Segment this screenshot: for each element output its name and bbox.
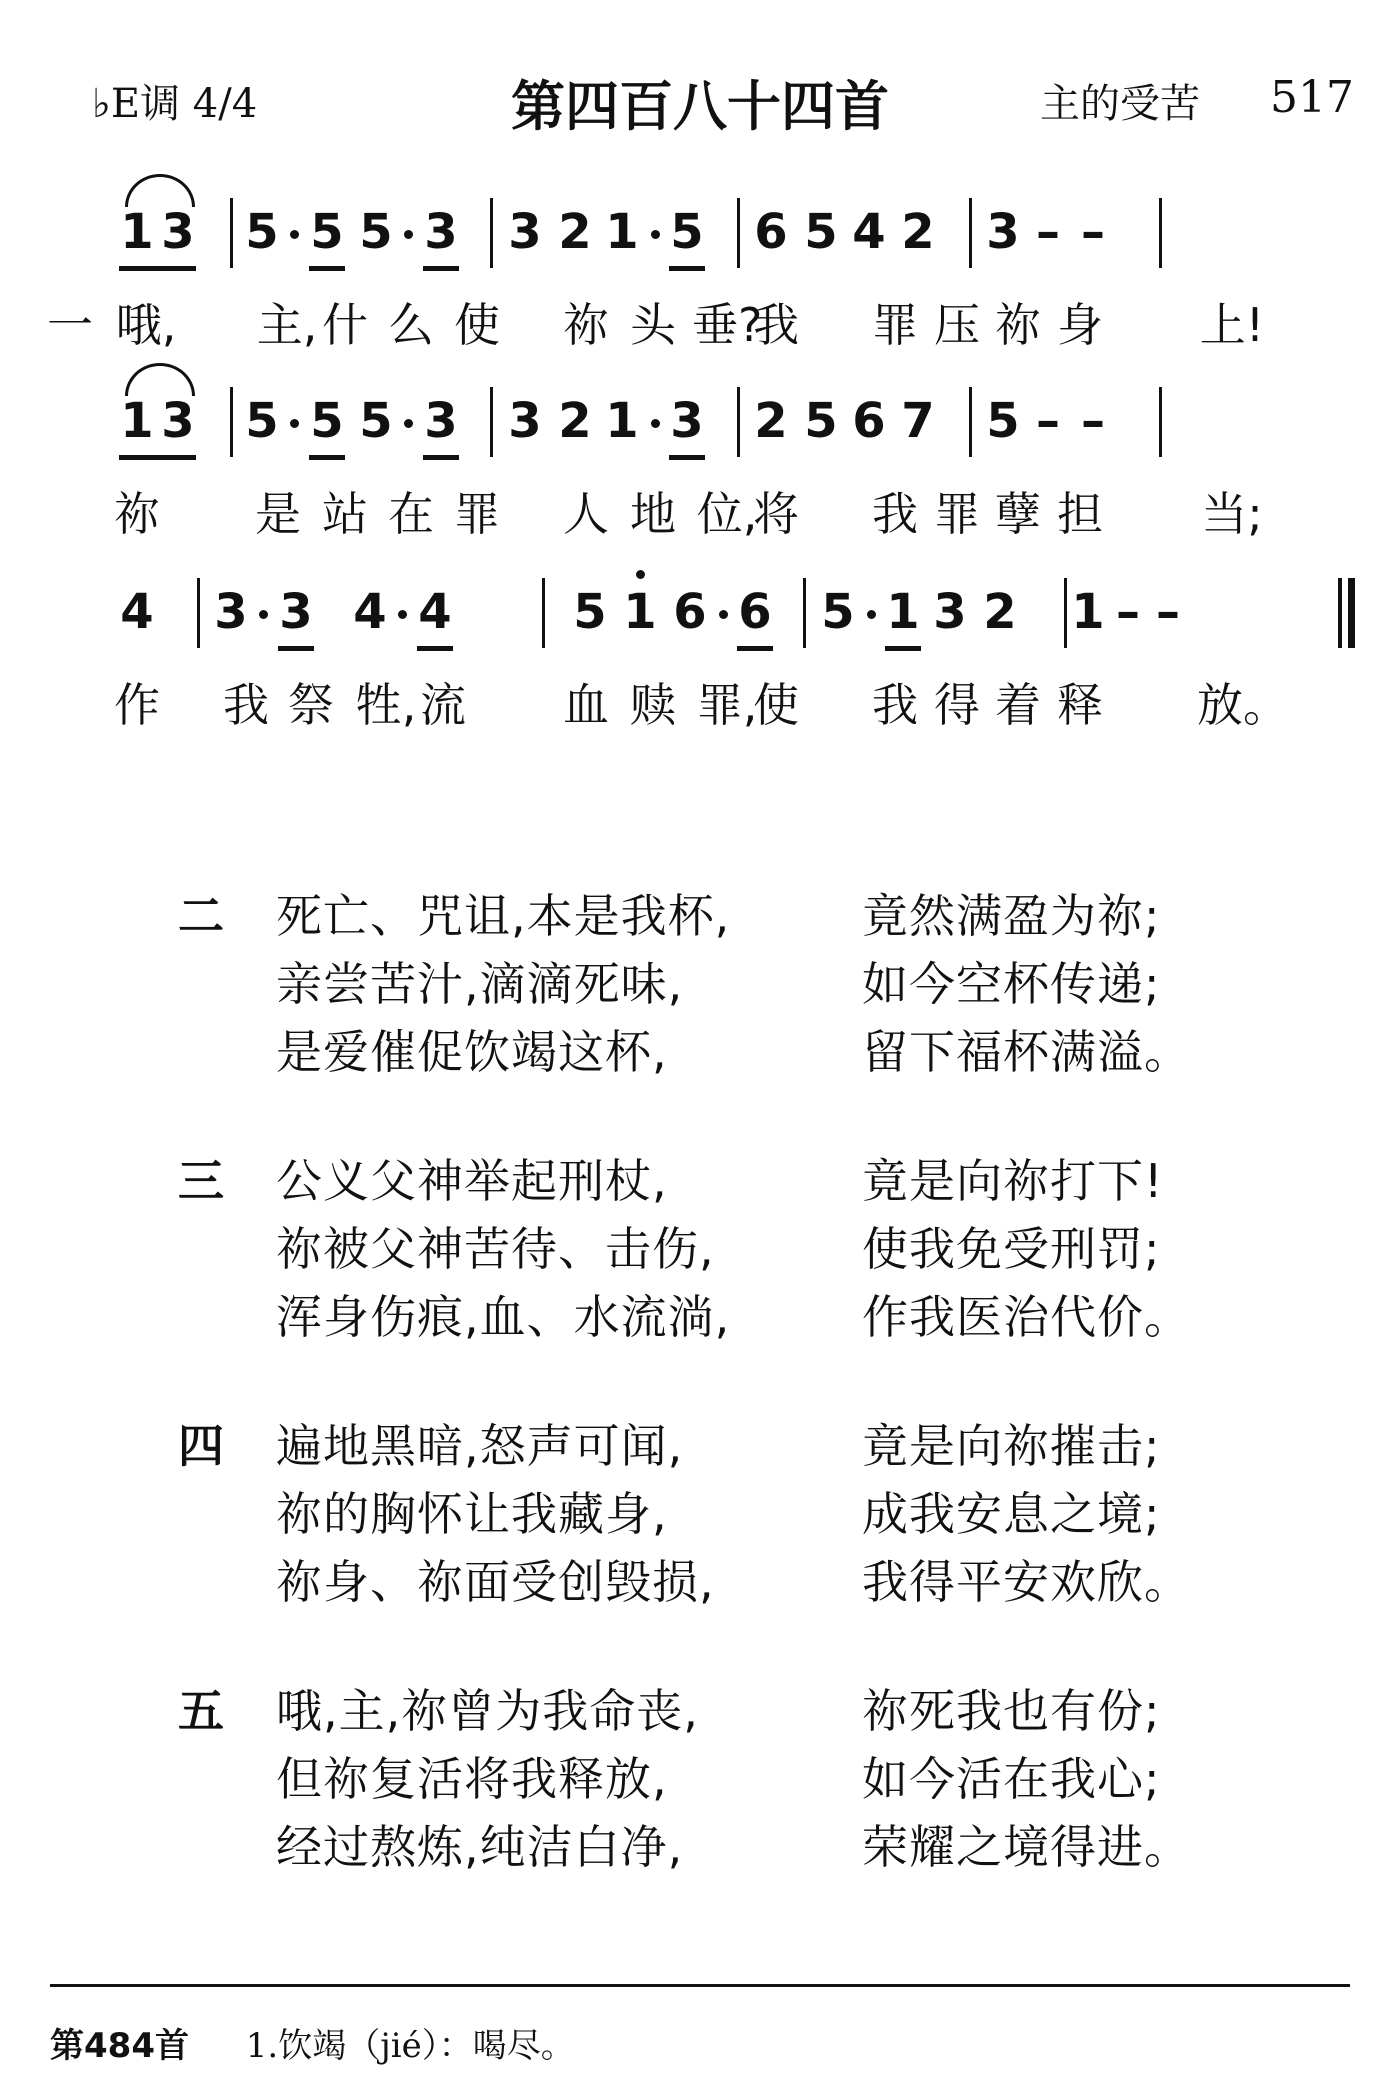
lyric-char: 在	[388, 487, 434, 541]
note: 1	[1071, 584, 1105, 640]
lyric-char: 我	[872, 678, 918, 732]
lyric-char: 我	[223, 678, 269, 732]
verse-line-first-half: 是爱催促饮竭这杯,	[276, 1025, 668, 1079]
lyric-char: 放。	[1197, 678, 1289, 732]
lyric-char: 身	[1057, 298, 1103, 352]
note: 1	[605, 393, 639, 449]
note: 3	[508, 204, 542, 260]
verse-line-second-half: 留下福杯满溢。	[862, 1025, 1191, 1079]
lyric-char: 头	[630, 298, 676, 352]
lyric-char: 压	[934, 298, 980, 352]
verse-line-first-half: 祢被父神苦待、击伤,	[276, 1222, 715, 1276]
lyric-char: 使	[454, 298, 500, 352]
lyric-char: 罪,	[696, 678, 758, 732]
note: 7	[901, 393, 935, 449]
lyric-char: 罪	[934, 487, 980, 541]
lyric-char: 释	[1057, 678, 1103, 732]
note: 4	[418, 584, 452, 640]
hymn-category: 主的受苦	[1040, 81, 1200, 127]
lyric-char: 当;	[1201, 487, 1263, 541]
lyric-char: 罪	[872, 298, 918, 352]
note: 6	[738, 584, 772, 640]
note: 5	[821, 584, 855, 640]
verse-number: 三	[178, 1154, 224, 1208]
note: 4	[852, 204, 886, 260]
verse-line-first-half: 浑身伤痕,血、水流淌,	[276, 1290, 731, 1344]
hymn-title: 第四百八十四首	[511, 75, 889, 138]
note: 2	[558, 393, 592, 449]
lyric-char: 担	[1057, 487, 1103, 541]
lyric-char: 血	[563, 678, 609, 732]
verse-number: 四	[178, 1419, 224, 1473]
verse-line-second-half: 祢死我也有份;	[862, 1684, 1161, 1738]
verse-line-first-half: 遍地黑暗,怒声可闻,	[276, 1419, 684, 1473]
verse-line-second-half: 竟是向祢摧击;	[862, 1419, 1161, 1473]
note: 4	[120, 584, 154, 640]
note: 1	[623, 584, 657, 640]
note: 3	[424, 204, 458, 260]
verse-line-second-half: 我得平安欢欣。	[862, 1555, 1191, 1609]
lyric-char: 得	[934, 678, 980, 732]
verse-line-second-half: 荣耀之境得进。	[862, 1820, 1191, 1874]
note: –	[1036, 204, 1060, 260]
note: 1	[886, 584, 920, 640]
lyric-char: 主,	[256, 298, 318, 352]
note: 1	[605, 204, 639, 260]
note: 3	[986, 204, 1020, 260]
lyric-char: 是	[255, 487, 301, 541]
verse-number: 五	[178, 1684, 224, 1738]
note: 5	[310, 393, 344, 449]
note: 5	[804, 204, 838, 260]
note: 3	[214, 584, 248, 640]
lyric-char: 我	[753, 298, 799, 352]
note: 5	[245, 393, 279, 449]
note: –	[1081, 393, 1105, 449]
note: 3	[279, 584, 313, 640]
note: 2	[558, 204, 592, 260]
lyric-char: 一	[47, 298, 93, 352]
note: 5	[359, 204, 393, 260]
verse-line-first-half: 但祢复活将我释放,	[276, 1752, 668, 1806]
page-number: 517	[1270, 72, 1354, 123]
key-signature: ♭E调 4/4	[92, 81, 258, 127]
note: 5	[670, 204, 704, 260]
note: 2	[983, 584, 1017, 640]
note: 2	[754, 393, 788, 449]
verse-number: 二	[178, 889, 224, 943]
lyric-char: 孽	[995, 487, 1041, 541]
verse-line-first-half: 祢的胸怀让我藏身,	[276, 1487, 668, 1541]
lyric-char: 垂?	[692, 298, 763, 352]
note: 5	[310, 204, 344, 260]
note: 3	[933, 584, 967, 640]
note: 5	[804, 393, 838, 449]
note: –	[1156, 584, 1180, 640]
lyric-char: 作	[114, 678, 160, 732]
note: 4	[353, 584, 387, 640]
lyric-char: 赎	[630, 678, 676, 732]
lyric-char: 人	[563, 487, 609, 541]
verse-line-first-half: 哦,主,祢曾为我命丧,	[276, 1684, 699, 1738]
note: 5	[573, 584, 607, 640]
note: 3	[161, 204, 195, 260]
lyric-char: 牲,	[355, 678, 417, 732]
lyric-char: 我	[872, 487, 918, 541]
verse-line-first-half: 祢身、祢面受创毁损,	[276, 1555, 715, 1609]
verse-line-second-half: 使我免受刑罚;	[862, 1222, 1161, 1276]
lyric-char: 祭	[288, 678, 334, 732]
note: 3	[424, 393, 458, 449]
note: 6	[754, 204, 788, 260]
note: –	[1116, 584, 1140, 640]
note: 5	[986, 393, 1020, 449]
note: 1	[120, 393, 154, 449]
lyric-char: 将	[753, 487, 799, 541]
footnote	[50, 2018, 575, 2067]
lyric-char: 地	[630, 487, 676, 541]
note: 6	[673, 584, 707, 640]
lyric-char: 使	[753, 678, 799, 732]
lyric-char: 祢	[995, 298, 1041, 352]
lyric-char: 什	[322, 298, 368, 352]
verse-line-second-half: 作我医治代价。	[862, 1290, 1191, 1344]
lyric-char: 着	[995, 678, 1041, 732]
verse-line-first-half: 死亡、咒诅,本是我杯,	[276, 889, 731, 943]
verse-line-first-half: 公义父神举起刑杖,	[276, 1154, 668, 1208]
note: 2	[901, 204, 935, 260]
footer-rule	[50, 1984, 1350, 1987]
lyric-char: 罪	[454, 487, 500, 541]
lyric-char: 上!	[1199, 298, 1265, 352]
note: 1	[120, 204, 154, 260]
note: –	[1036, 393, 1060, 449]
verse-line-second-half: 竟然满盈为祢;	[862, 889, 1161, 943]
lyric-char: 流	[420, 678, 466, 732]
note: 5	[245, 204, 279, 260]
footnote-hymn: 第484首	[50, 2026, 189, 2066]
verse-line-second-half: 竟是向祢打下!	[862, 1154, 1164, 1208]
note: 6	[852, 393, 886, 449]
lyric-char: 位,	[696, 487, 758, 541]
verse-line-second-half: 如今活在我心;	[862, 1752, 1161, 1806]
note: 3	[670, 393, 704, 449]
note: –	[1081, 204, 1105, 260]
verse-line-first-half: 亲尝苦汁,滴滴死味,	[276, 957, 684, 1011]
verse-line-first-half: 经过熬炼,纯洁白净,	[276, 1820, 684, 1874]
verse-line-second-half: 成我安息之境;	[862, 1487, 1161, 1541]
note: 3	[508, 393, 542, 449]
lyric-char: 祢	[563, 298, 609, 352]
lyric-char: 哦,	[115, 298, 177, 352]
note: 3	[161, 393, 195, 449]
lyric-char: 么	[388, 298, 434, 352]
verse-line-second-half: 如今空杯传递;	[862, 957, 1161, 1011]
footnote-text: 1.饮竭（jié）：喝尽。	[245, 2026, 575, 2066]
lyric-char: 站	[322, 487, 368, 541]
lyric-char: 祢	[114, 487, 160, 541]
note: 5	[359, 393, 393, 449]
